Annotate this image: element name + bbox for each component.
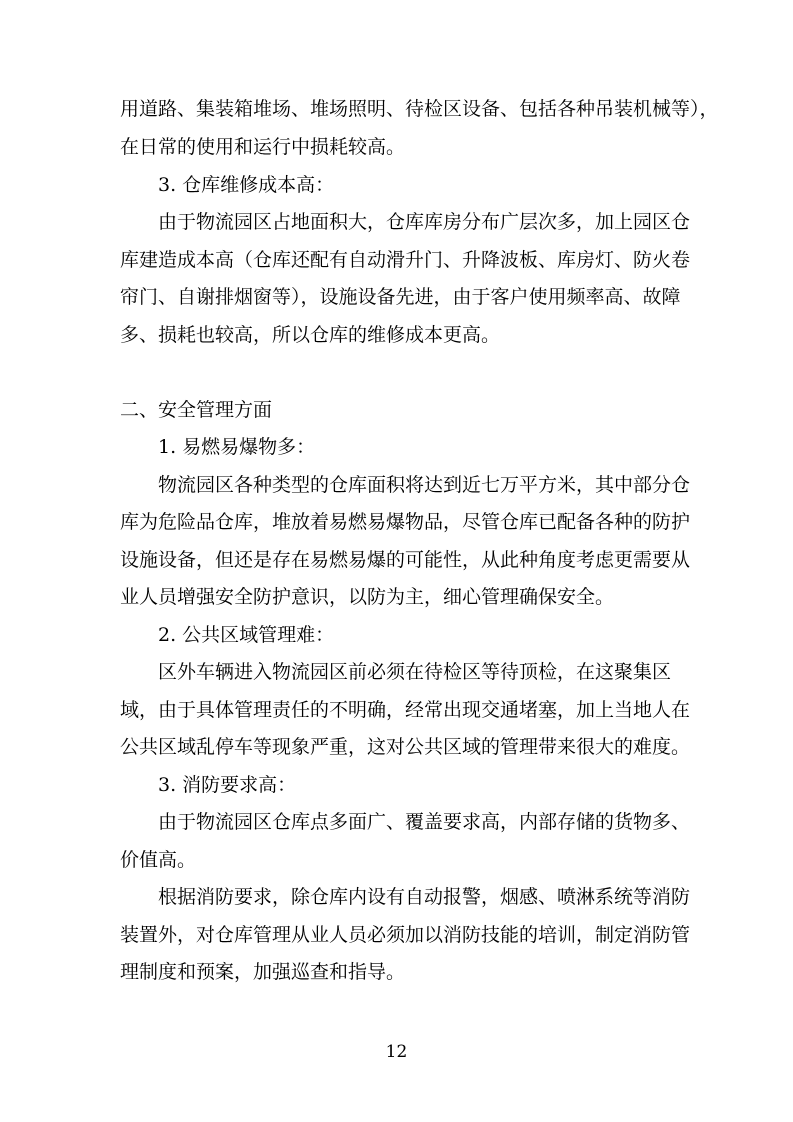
text-line: 区外车辆进入物流园区前必须在待检区等待顶检，在这聚集区 [158,661,672,683]
text-line: 设施设备，但还是存在易燃易爆的可能性，从此种角度考虑更需要从 [120,549,691,571]
text-line: 库建造成本高（仓库还配有自动滑升门、升降波板、库房灯、防火卷 [120,249,691,271]
text-line: 装置外，对仓库管理从业人员必须加以消防技能的培训，制定消防管 [120,924,691,946]
text-line: 公共区域乱停车等现象严重，这对公共区域的管理带来很大的难度。 [120,736,691,758]
text-line: 理制度和预案，加强巡查和指导。 [120,961,406,983]
text-line: 多、损耗也较高，所以仓库的维修成本更高。 [120,324,501,346]
text-line: 在日常的使用和运行中损耗较高。 [120,136,406,158]
section-heading-safety: 二、安全管理方面 [120,399,273,421]
text-line: 业人员增强安全防护意识，以防为主，细心管理确保安全。 [120,586,615,608]
text-line: 由于物流园区占地面积大，仓库库房分布广层次多，加上园区仓 [158,211,691,233]
text-line: 物流园区各种类型的仓库面积将达到近七万平方米，其中部分仓 [158,474,691,496]
page-number: 12 [385,1042,408,1062]
text-line: 根据消防要求，除仓库内设有自动报警，烟感、喷淋系统等消防 [158,886,691,908]
subheading-fire-protection: 3. 消防要求高： [158,774,297,796]
text-line: 由于物流园区仓库点多面广、覆盖要求高，内部存储的货物多、 [158,811,691,833]
text-line: 帘门、自谢排烟窗等），设施设备先进，由于客户使用频率高、故障 [120,286,681,308]
subheading-public-area: 2. 公共区域管理难： [158,624,335,646]
text-line: 库为危险品仓库，堆放着易燃易爆物品，尽管仓库已配备各种的防护 [120,511,691,533]
text-line: 价值高。 [120,849,197,871]
subheading-flammable: 1. 易燃易爆物多： [158,436,316,458]
text-line: 域，由于具体管理责任的不明确，经常出现交通堵塞，加上当地人在 [120,699,691,721]
subheading-warehouse-maintenance: 3. 仓库维修成本高： [158,174,335,196]
text-line: 用道路、集装箱堆场、堆场照明、待检区设备、包括各种吊装机械等）， [120,98,719,120]
